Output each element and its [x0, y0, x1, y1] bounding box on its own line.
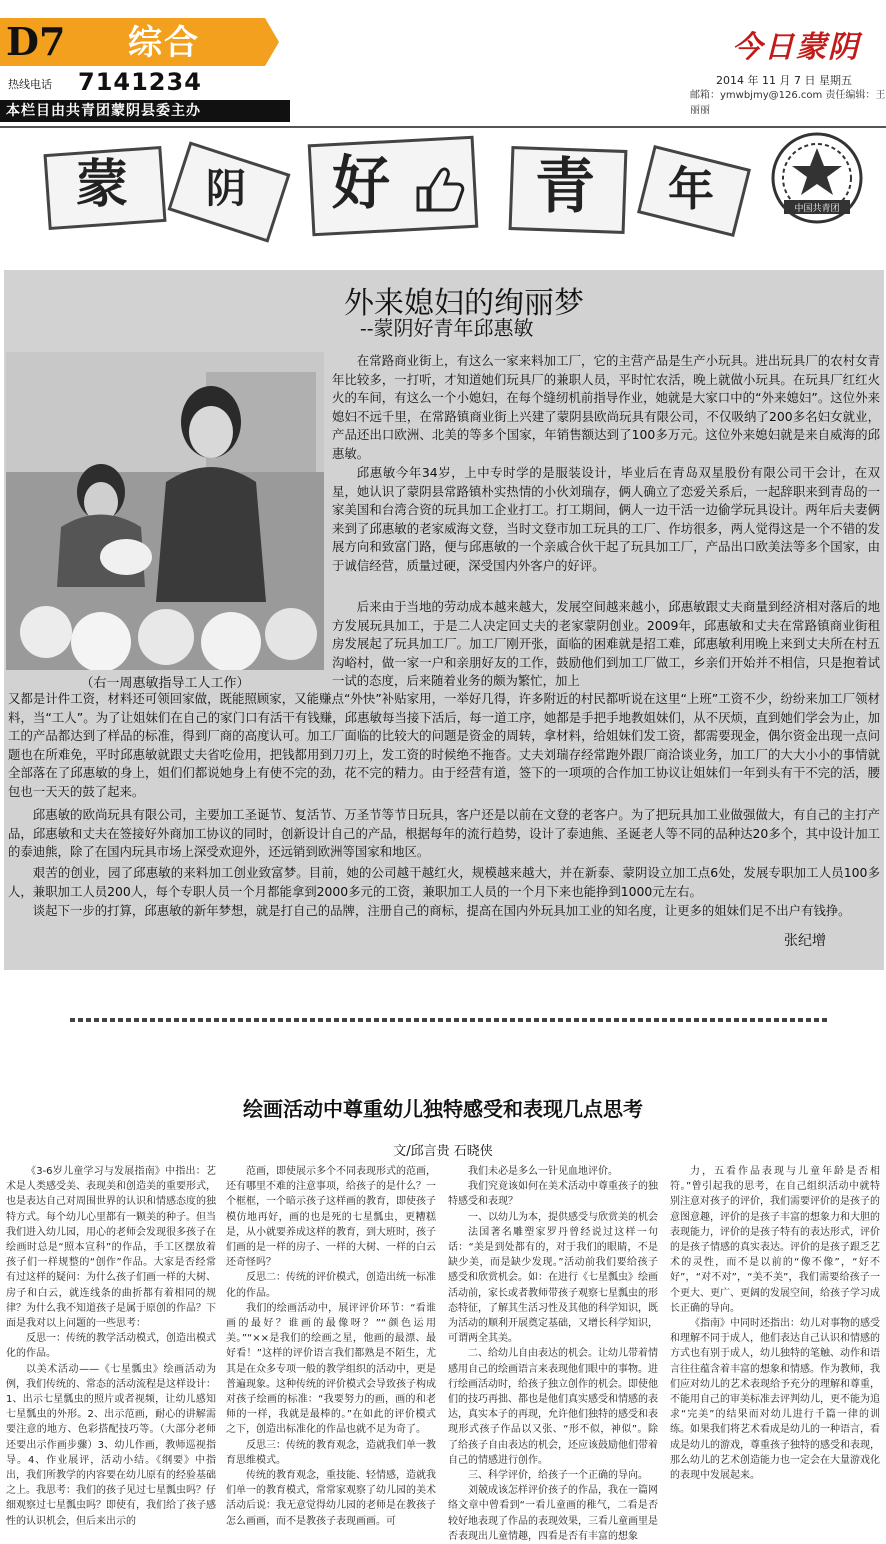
article-paragraph: 又都是计件工资，材料还可领回家做，既能照顾家，又能赚点“外快”补贴家用，一举好几得，许多附近的村民都听说在这里“上班”工资不少，纷纷来加工厂领材料，当“工人”。为了让姐妹们在自己的家门口有活干有钱赚，邱惠敏每当接下活后，每一道工序，她都是手把手地教姐妹们，从不厌烦，直到她们学会为止，加工的产品都达到了样品的标准，得到厂商的高度认可。加工厂面临的比较大的问题是资金的周转，拿材料，给姐妹们发工资，都需要现金，偶尔资金出现一点问题也在所难免，平时邱惠敏就跟丈夫省吃俭用，把钱都用到刀刃上，发工资的时候绝不拖沓。丈夫刘瑞存经常跑外跟厂商洽谈业务，加工厂的大大小小的事情就全部落在了邱惠敏的身上，姐们们都说她身上有使不完的劲，花不完的精力。由于经营有道，签下的一项项的合作加工协议让姐妹们一年到头有干不完的活，腰包也一天天的鼓了起来。	[8, 691, 880, 799]
youth-league-emblem-icon	[762, 130, 872, 230]
hotline-number: 7141234	[78, 68, 202, 96]
column-paragraph: 以美术活动——《七星瓢虫》绘画活动为例，我们传统的、常态的活动流程是这样设计：1、出示七星瓢虫的照片或者视频，让幼儿感知七星瓢虫的外形。2、出示范画，耐心的讲解需要注意的地方、色彩搭配技巧等。（大部分老师还要出示作画步骤）3、幼儿作画，教师巡视指导。4、作业展评，活动小结。《纲要》中指出，我们所教学的内容要在幼儿原有的经验基础之上。我思考：我们的孩子见过七星瓢虫吗？仔细观察过七星瓢虫吗？即使有，我们给了孩子感性的认识机会，但后来出示的	[6, 1363, 216, 1527]
column-paragraph: 反思三：传统的教育观念，造就我们单一教育思维模式。	[226, 1439, 436, 1466]
article-byline: 文/邱言贵 石晓侠	[393, 1144, 493, 1159]
column-paragraph: 反思一：传统的教学活动模式，创造出模式化的作品。	[6, 1333, 216, 1360]
sponsor-bar: 本栏目由共青团蒙阴县委主办	[0, 100, 290, 122]
banner-char: 好	[331, 149, 390, 217]
text-column	[6, 1164, 216, 1529]
article-photo	[6, 352, 324, 670]
article-paragraph: 邱惠敏今年34岁，上中专时学的是服装设计，毕业后在青岛双星股份有限公司干会计，在双星，她认识了蒙阴县常路镇朴实热情的小伙刘瑞存，俩人确立了恋爱关系后，一起辞职来到青岛的一家美国和台湾合资的玩具加工企业打工。打工期间，俩人一边干活一边偷学玩具设计。两年后夫妻俩来到了邱惠敏的老家威海文登，当时文登市加工玩具的工厂、作坊很多，两人觉得这是一个不错的发展方向和致富门路，便与邱惠敏的一个亲戚合伙干起了玩具加工厂，产品出口欧美法等多个国家，由于诚信经营，质量过硬，深受国内外客户的好评。	[332, 465, 880, 573]
column-paragraph: 我们究竟该如何在美术活动中尊重孩子的独特感受和表现？	[448, 1181, 658, 1208]
column-paragraph: 刘兢成该怎样评价孩子的作品，我在一篇网络文章中曾看到“一看儿童画的稚气，二看是否较好地表现了作品的表现效果，三看儿童画里是否表现出儿童情趣，四看是否有丰富的想象	[448, 1485, 658, 1542]
column-paragraph: 范画，即使展示多个不同表现形式的范画，还有哪里不难的注意事项，给孩子的是什么？一个框框，一个暗示孩子这样画的教育，即使孩子模仿地再好，画的也是死的七星瓢虫，更糟糕是，从小就要养成这样的教育，到大班时，孩子们画的是一样的房子、一样的大树、一样的白云还奇怪吗？	[226, 1166, 436, 1269]
column-paragraph: 力，五看作品表现与儿童年龄是否相符。”曾引起我的思考，在自己组织活动中就特别注意对孩子的评价，我们需要评价的是孩子的意图意趣，评价的是孩子丰富的想象力和大胆的表现能力，评价的是孩子特有的表达形式，评价的是孩子情感的真实表达。评价的是孩子跟乏艺术的灵性，而不是以前的“像不像”，“好不好”，“对不对”，“美不美”，我们需要给孩子一个更大、更广、更阔的发展空间，给孩子学习成长正确的导向。	[670, 1166, 880, 1314]
article-author: 张纪增	[784, 933, 826, 949]
masthead-logo: 今日蒙阴	[732, 30, 860, 65]
column-banner	[0, 130, 886, 240]
column-paragraph: 我们的绘画活动中，展评评价环节：“看谁画的最好？谁画的最像呀？”“颜色运用美。”“××是我们的绘画之星，他画的最漂、最好看！”这样的评价语言我们都熟是不陌生，尤其是在众多专项一般的教学组织的活动中，更是普遍现象。这种传统的评价模式会导致孩子构成对孩子绘画的标准：“我要努力的画，画的和老师的一样，我就是最棒的。”在如此的评价模式之下，创造出标准化的作品也就不足为奇了。	[226, 1302, 436, 1436]
header-rule	[0, 126, 886, 128]
article-paragraph: 艰苦的创业，园了邱惠敏的来料加工创业致富梦。目前，她的公司越干越红火，规模越来越大，并在新泰、蒙阴设立加工点6处，发展专职加工人员100多人，兼职加工人员200人，每个专职人员一个月都能拿到2000多元的工资，兼职加工人员的一个月下来也能挣到1000元左右。	[8, 865, 880, 899]
column-paragraph: 《指南》中同时还指出：幼儿对事物的感受和理解不同于成人，他们表达自己认识和情感的方式也有别于成人，幼儿独特的笔触、动作和语言往往蕴含着丰富的想象和情感。作为教师，我们应对幼儿的艺术表现给予充分的理解和尊重，不能用自己的审美标准去评判幼儿，更不能为追求“完美”的结果而对幼儿进行千篇一律的训练。如果我们将艺术看成是幼儿的一种语言，看成是幼儿的游戏，尊重孩子独特的感受和表现，那么幼儿的艺术创造能力也一定会在大量游戏化的表现中发展起来。	[670, 1318, 880, 1482]
banner-char: 青	[535, 152, 595, 222]
column-paragraph: 传统的教育观念，重技能、轻情感，造就我们单一的教育模式，常常家观察了幼儿园的美术活动后说：我无意觉得幼儿园的老师是在教孩子怎么画画，而不是教孩子表现画画。可	[226, 1470, 436, 1527]
page-number: D7	[6, 19, 66, 64]
column-paragraph: 法国著名雕塑家罗丹曾经说过这样一句话：“美是到处都有的，对于我们的眼睛，不是缺少美，而是缺少发现。”活动前我们要给孩子感受和欣赏机会。如：在进行《七星瓢虫》绘画活动前，家长或者教师带孩子观察七星瓢虫的形态特征，了解其生活习性及其他的科学知识，既为活动的顺利开展奠定基础，又增长科学知识，可谓两全其美。	[448, 1226, 658, 1345]
text-column	[448, 1164, 658, 1544]
column-paragraph: 三、科学评价，给孩子一个正确的导向。	[468, 1470, 648, 1482]
article-paragraph: 谈起下一步的打算，邱惠敏的新年梦想，就是打自己的品牌，注册自己的商标，提高在国内外玩具加工业的知名度，让更多的姐妹们足不出户有钱挣。	[32, 903, 851, 918]
text-column	[226, 1164, 436, 1529]
article-title: 绘画活动中尊重幼儿独特感受和表现几点思考	[243, 1097, 643, 1121]
section-title: 综合	[128, 23, 200, 63]
column-paragraph: 我们未必是多么一针见血地评价。	[468, 1166, 618, 1177]
column-paragraph: 《3-6岁儿童学习与发展指南》中指出：艺术是人类感受美、表现美和创造美的重要形式，也是表达自己对周围世界的认识和情感态度的独特方式。每个幼儿心里都有一颗美的种子。但当我们进入幼儿园，用心的老师会发现很多孩子在绘画时总是“照本宣科”的作品，手工区摆放着孩子们一样规整的“创作”作品。大家是否经常有过这样的疑问：为什么孩子们画一样的大树、房子和白云，就连线条的曲折都有着相同的规律？为什么我不知道孩子是属于原创的作品？下面是我对以上问题的一些思考：	[6, 1166, 216, 1330]
column-paragraph: 二、给幼儿自由表达的机会。让幼儿带着情感用自己的绘画语言来表现他们眼中的事物。进行绘画活动时，给孩子独立创作的机会。即使他们的技巧再拙、都也是他们真实感受和情感的表达，真实本子的再现，允许他们独特的感受和表现形式孩子作品以又张、“形不似，神似”。除了给孩子自由表达的机会，还应该鼓励他们带着自己的情感进行创作。	[448, 1348, 658, 1466]
column-paragraph: 一、以幼儿为本，提供感受与欣赏美的机会	[468, 1211, 658, 1223]
banner-char: 年	[668, 162, 714, 216]
article-paragraph: 后来由于当地的劳动成本越来越大，发展空间越来越小，邱惠敏跟丈夫商量到经济相对落后的地方发展玩具加工，于是二人决定回丈夫的老家蒙阴创业。2009年，邱惠敏和丈夫在常路镇商业街租房发展起了玩具加工厂。加工厂刚开张，面临的困难就是招工难，邱惠敏利用晚上来到丈夫所在村五沟峪村，做一家一户和亲朋好友的工作，鼓励他们到加工厂做工，乡亲们开始并不相信，只是抱着试一试的态度，后来随着业务的颇为繁忙，加上	[332, 599, 880, 689]
column-paragraph: 反思二：传统的评价模式，创造出统一标准化的作品。	[226, 1272, 436, 1299]
svg-text:中国共青团: 中国共青团	[794, 204, 840, 214]
article-subtitle: --蒙阴好青年邱惠敏	[360, 316, 534, 340]
issue-date: 2014 年 11 月 7 日 星期五	[716, 74, 852, 87]
thumbs-up-icon	[410, 160, 466, 216]
editor-email: 邮箱：ymwbjmy@126.com 责任编辑：王丽丽	[690, 90, 886, 116]
article-paragraph: 在常路商业街上，有这么一家来料加工厂，它的主营产品是生产小玩具。进出玩具厂的农村女青年比较多，一打听，才知道她们玩具厂的兼职人员，平时忙农活，晚上就做小玩具。在玩具厂红红火火的车间，有这么一个小媳妇，在每个缝纫机前指导作业，她就是大家口中的“外来媳妇”。这位外来媳妇不远千里，在常路镇商业街上兴建了蒙阴县欧尚玩具有限公司，不仅吸纳了200多名妇女就业，产品还出口欧洲、北美的等多个国家，年销售额达到了100多万元。这位外来媳妇就是来自威海的邱惠敏。	[332, 353, 880, 461]
text-column	[670, 1164, 880, 1483]
hotline-label: 热线电话	[8, 78, 52, 91]
photo-caption: （右一周惠敏指导工人工作）	[80, 676, 250, 691]
banner-char: 蒙	[75, 154, 128, 215]
section-divider	[70, 1018, 830, 1022]
article-title: 外来媳妇的绚丽梦	[344, 286, 584, 321]
banner-char: 阴	[206, 165, 246, 212]
article-paragraph: 邱惠敏的欧尚玩具有限公司，主要加工圣诞节、复活节、万圣节等节日玩具，客户还是以前在文登的老客户。为了把玩具加工业做强做大，有自己的主打产品，邱惠敏和丈夫在签接好外商加工协议的同时，创新设计自己的产品，根据每年的流行趋势，设计了泰迪熊、圣诞老人等不同的品种达20多个，其中设计加工的泰迪熊，除了在国内玩具市场上深受欢迎外，还远销到欧洲等国家和地区。	[8, 807, 880, 860]
